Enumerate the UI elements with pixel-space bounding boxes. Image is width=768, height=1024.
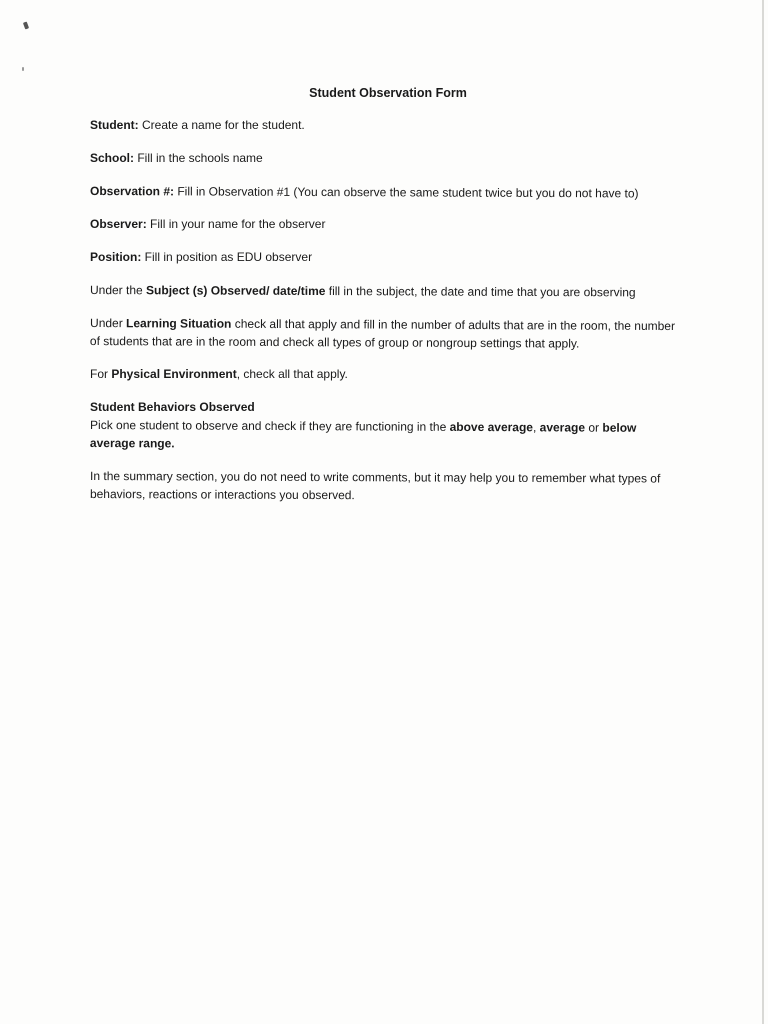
field-text: Create a name for the student. bbox=[138, 118, 305, 132]
behaviors-instruction bbox=[90, 416, 680, 455]
text-run: Under bbox=[90, 316, 127, 331]
scan-speck bbox=[22, 67, 24, 71]
position-instruction bbox=[90, 248, 680, 266]
bold-run: Physical Environment bbox=[111, 367, 237, 381]
bold-run: Learning Situation bbox=[126, 316, 232, 331]
text-run: fill in the subject, the date and time that you are observing bbox=[325, 284, 636, 300]
text-run: Under the bbox=[89, 283, 147, 298]
scan-speck bbox=[23, 22, 29, 30]
field-label: Position: bbox=[90, 250, 142, 264]
summary-instruction: In the summary section, you do not need to write comments, but it may help you to remember what types of behaviors, reactions or interactions you observed. bbox=[89, 469, 661, 503]
document-title: Student Observation Form bbox=[309, 86, 467, 100]
bold-run: average bbox=[539, 420, 586, 435]
page-edge bbox=[762, 0, 764, 1024]
observation-number-instruction bbox=[90, 182, 680, 203]
field-label: Student: bbox=[90, 118, 139, 132]
bold-run: above average bbox=[449, 419, 534, 435]
section-heading: Student Behaviors Observed bbox=[90, 400, 255, 414]
field-label: School: bbox=[90, 151, 134, 165]
observer-instruction bbox=[90, 215, 680, 233]
field-label: Observer: bbox=[90, 217, 147, 231]
behaviors-heading bbox=[90, 398, 680, 416]
physical-environment-instruction bbox=[90, 365, 680, 383]
school-instruction bbox=[90, 149, 680, 167]
text-run: check all that apply and fill in the number of adults that are in the room, the number of students that are in the room and check all types of group or nongroup settings that apply. bbox=[89, 316, 676, 351]
field-text: Fill in position as EDU observer bbox=[141, 250, 313, 264]
text-run: Pick one student to observe and check if they are functioning in the bbox=[90, 418, 450, 434]
text-run: For bbox=[90, 367, 112, 381]
field-label: Observation #: bbox=[89, 184, 175, 199]
text-run: or bbox=[585, 420, 603, 435]
subject-instruction bbox=[90, 281, 680, 302]
learning-situation-instruction bbox=[90, 314, 680, 353]
field-text: Fill in the schools name bbox=[134, 151, 263, 165]
text-run: , check all that apply. bbox=[236, 367, 348, 381]
text-run: , bbox=[532, 420, 540, 435]
bold-run: below average range. bbox=[89, 420, 637, 451]
field-text: Fill in your name for the observer bbox=[146, 217, 326, 231]
bold-run: Subject (s) Observed/ date/time bbox=[146, 283, 326, 299]
document-body bbox=[90, 84, 680, 518]
field-text: Fill in Observation #1 (You can observe the same student twice but you do not have to) bbox=[173, 184, 639, 201]
student-instruction bbox=[90, 116, 680, 134]
